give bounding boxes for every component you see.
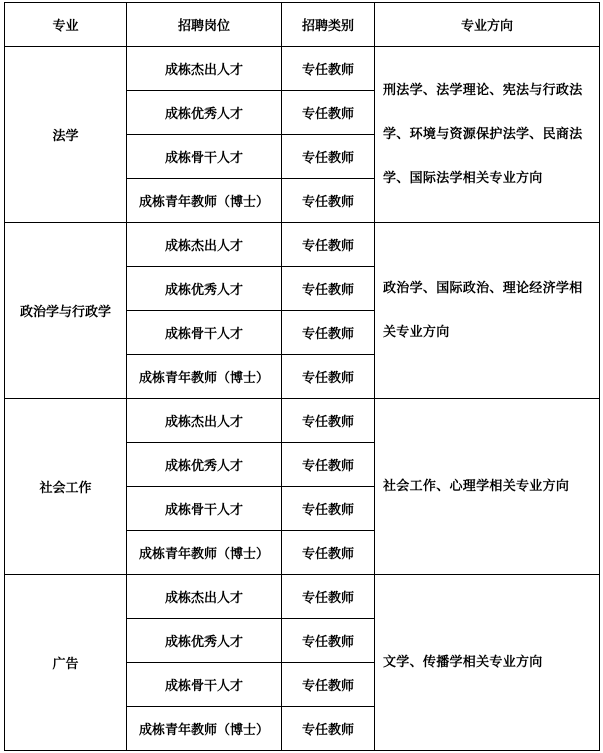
- position-cell: 成栋青年教师（博士）: [127, 707, 282, 751]
- table-row: [5, 47, 600, 91]
- category-cell: 专任教师: [282, 663, 375, 707]
- position-cell: 成栋优秀人才: [127, 91, 282, 135]
- category-cell: 专任教师: [282, 619, 375, 663]
- category-cell: 专任教师: [282, 47, 375, 91]
- position-cell: 成栋杰出人才: [127, 47, 282, 91]
- position-cell: 成栋杰出人才: [127, 223, 282, 267]
- position-cell: 成栋骨干人才: [127, 135, 282, 179]
- position-cell: 成栋青年教师（博士）: [127, 531, 282, 575]
- category-cell: 专任教师: [282, 707, 375, 751]
- table-row: [5, 223, 600, 267]
- position-cell: 成栋优秀人才: [127, 443, 282, 487]
- recruitment-table: [4, 2, 600, 751]
- position-cell: 成栋骨干人才: [127, 663, 282, 707]
- direction-cell: 刑法学、法学理论、宪法与行政法学、环境与资源保护法学、民商法学、国际法学相关专业方向: [375, 47, 600, 223]
- table-row: [5, 575, 600, 619]
- position-cell: 成栋杰出人才: [127, 575, 282, 619]
- category-cell: 专任教师: [282, 355, 375, 399]
- category-cell: 专任教师: [282, 399, 375, 443]
- position-cell: 成栋骨干人才: [127, 311, 282, 355]
- header-direction: 专业方向: [375, 3, 600, 47]
- position-cell: 成栋优秀人才: [127, 619, 282, 663]
- table-row: [5, 399, 600, 443]
- direction-cell: 社会工作、心理学相关专业方向: [375, 399, 600, 575]
- position-cell: 成栋优秀人才: [127, 267, 282, 311]
- category-cell: 专任教师: [282, 531, 375, 575]
- category-cell: 专任教师: [282, 267, 375, 311]
- major-cell: 广告: [5, 575, 127, 751]
- direction-cell: 文学、传播学相关专业方向: [375, 575, 600, 751]
- category-cell: 专任教师: [282, 575, 375, 619]
- position-cell: 成栋骨干人才: [127, 487, 282, 531]
- header-row: [5, 3, 600, 47]
- major-cell: 社会工作: [5, 399, 127, 575]
- header-category: 招聘类别: [282, 3, 375, 47]
- category-cell: 专任教师: [282, 443, 375, 487]
- position-cell: 成栋青年教师（博士）: [127, 355, 282, 399]
- category-cell: 专任教师: [282, 487, 375, 531]
- category-cell: 专任教师: [282, 223, 375, 267]
- header-position: 招聘岗位: [127, 3, 282, 47]
- position-cell: 成栋杰出人才: [127, 399, 282, 443]
- category-cell: 专任教师: [282, 135, 375, 179]
- major-cell: 政治学与行政学: [5, 223, 127, 399]
- category-cell: 专任教师: [282, 91, 375, 135]
- major-cell: 法学: [5, 47, 127, 223]
- position-cell: 成栋青年教师（博士）: [127, 179, 282, 223]
- category-cell: 专任教师: [282, 311, 375, 355]
- header-major: 专业: [5, 3, 127, 47]
- category-cell: 专任教师: [282, 179, 375, 223]
- direction-cell: 政治学、国际政治、理论经济学相关专业方向: [375, 223, 600, 399]
